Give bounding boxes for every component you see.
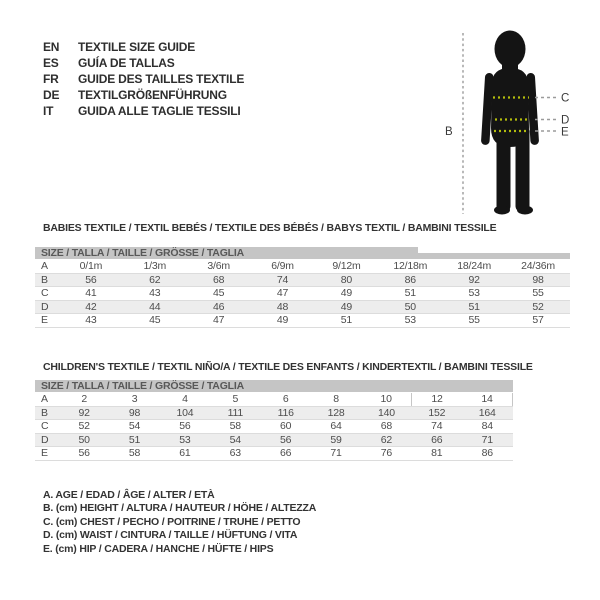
size-cell: 86 xyxy=(378,273,442,287)
size-cell: 52 xyxy=(59,420,109,434)
language-code: FR xyxy=(43,72,59,86)
size-header-band: SIZE / TALLA / TAILLE / GRÖSSE / TAGLIA xyxy=(35,380,513,393)
size-cell: 98 xyxy=(109,406,159,420)
children-size-table xyxy=(35,380,513,461)
table-header-row xyxy=(35,380,513,393)
size-cell: 92 xyxy=(59,406,109,420)
size-cell: 68 xyxy=(361,420,411,434)
size-cell: 66 xyxy=(261,447,311,461)
size-cell: 60 xyxy=(261,420,311,434)
size-cell: 63 xyxy=(210,447,260,461)
size-cell: 55 xyxy=(506,287,570,301)
size-cell: 71 xyxy=(462,433,513,447)
language-row-it xyxy=(43,103,244,119)
size-cell: 14 xyxy=(462,393,513,407)
size-cell: 12 xyxy=(412,393,462,407)
size-cell: 62 xyxy=(123,273,187,287)
size-cell: 6 xyxy=(261,393,311,407)
size-cell: 53 xyxy=(442,287,506,301)
size-cell: 2 xyxy=(59,393,109,407)
size-cell: 76 xyxy=(361,447,411,461)
language-row-fr xyxy=(43,71,244,87)
size-cell: 4 xyxy=(160,393,210,407)
size-cell: 68 xyxy=(187,273,251,287)
language-code: ES xyxy=(43,56,59,70)
size-cell: 111 xyxy=(210,406,260,420)
size-cell: 43 xyxy=(59,314,123,328)
legend-line-height: B. (cm) HEIGHT / ALTURA / HAUTEUR / HÖHE / ALTEZZA xyxy=(43,502,317,515)
size-cell: 50 xyxy=(59,433,109,447)
size-cell: 116 xyxy=(261,406,311,420)
height-label-b: B xyxy=(445,126,453,138)
legend-line-chest: C. (cm) CHEST / PECHO / POITRINE / TRUHE / PETTO xyxy=(43,515,301,528)
table-row xyxy=(35,420,513,434)
size-cell: 52 xyxy=(506,300,570,314)
size-cell: 66 xyxy=(412,433,462,447)
size-cell: 71 xyxy=(311,447,361,461)
size-cell: 6/9m xyxy=(251,260,315,274)
language-list xyxy=(43,39,244,119)
size-cell: 5 xyxy=(210,393,260,407)
size-cell: 3/6m xyxy=(187,260,251,274)
chest-label-c: C xyxy=(561,92,570,105)
language-label: TEXTILE SIZE GUIDE xyxy=(78,40,196,54)
size-cell: 41 xyxy=(59,287,123,301)
row-label: C xyxy=(35,287,59,301)
size-cell: 55 xyxy=(442,314,506,328)
size-cell: 45 xyxy=(123,314,187,328)
size-cell: 164 xyxy=(462,406,513,420)
legend-line-age: A. AGE / EDAD / ÂGE / ALTER / ETÀ xyxy=(43,489,215,501)
child-silhouette-icon xyxy=(481,31,539,215)
row-label: E xyxy=(35,447,59,461)
row-label: D xyxy=(35,300,59,314)
size-cell: 98 xyxy=(506,273,570,287)
size-cell: 1/3m xyxy=(123,260,187,274)
size-cell: 49 xyxy=(315,300,379,314)
child-measurement-figure xyxy=(440,0,600,240)
legend-line-waist: D. (cm) WAIST / CINTURA / TAILLE / HÜFTUNG / VITA xyxy=(43,529,298,542)
size-cell: 84 xyxy=(462,420,513,434)
size-cell: 0/1m xyxy=(59,260,123,274)
size-cell: 86 xyxy=(462,447,513,461)
babies-section-title: BABIES TEXTILE / TEXTIL BEBÉS / TEXTILE DES BÉBÉS / BABYS TEXTIL / BAMBINI TESSILE xyxy=(43,222,497,234)
size-cell: 54 xyxy=(210,433,260,447)
size-cell: 51 xyxy=(378,287,442,301)
size-cell: 48 xyxy=(251,300,315,314)
size-cell: 47 xyxy=(251,287,315,301)
language-label: TEXTILGRÖßENFÜHRUNG xyxy=(78,88,227,102)
size-cell: 92 xyxy=(442,273,506,287)
size-cell: 57 xyxy=(506,314,570,328)
size-cell: 50 xyxy=(378,300,442,314)
size-cell: 10 xyxy=(361,393,411,407)
size-cell: 51 xyxy=(442,300,506,314)
size-cell: 58 xyxy=(109,447,159,461)
row-label: B xyxy=(35,406,59,420)
table-row xyxy=(35,447,513,461)
row-label: E xyxy=(35,314,59,328)
size-cell: 43 xyxy=(123,287,187,301)
size-cell: 56 xyxy=(59,447,109,461)
language-row-en xyxy=(43,39,244,55)
table-row xyxy=(35,406,513,420)
size-cell: 51 xyxy=(315,314,379,328)
size-cell: 62 xyxy=(361,433,411,447)
size-cell: 53 xyxy=(378,314,442,328)
size-cell: 104 xyxy=(160,406,210,420)
size-cell: 59 xyxy=(311,433,361,447)
size-cell: 47 xyxy=(187,314,251,328)
children-section-title: CHILDREN'S TEXTILE / TEXTIL NIÑO/A / TEXTILE DES ENFANTS / KINDERTEXTIL / BAMBINI TESSILE xyxy=(43,361,533,373)
size-cell: 58 xyxy=(210,420,260,434)
size-cell: 9/12m xyxy=(315,260,379,274)
size-cell: 3 xyxy=(109,393,159,407)
children-table-wrap xyxy=(35,380,513,461)
row-label: A xyxy=(35,393,59,407)
row-label: C xyxy=(35,420,59,434)
table-row xyxy=(35,300,570,314)
size-cell: 61 xyxy=(160,447,210,461)
waist-label-d: D xyxy=(561,114,570,127)
language-row-de xyxy=(43,87,244,103)
size-cell: 24/36m xyxy=(506,260,570,274)
size-cell: 44 xyxy=(123,300,187,314)
size-cell: 42 xyxy=(59,300,123,314)
babies-table-wrap xyxy=(35,247,570,328)
size-cell: 49 xyxy=(251,314,315,328)
row-label: D xyxy=(35,433,59,447)
legend-line-hip: E. (cm) HIP / CADERA / HANCHE / HÜFTE / HIPS xyxy=(43,542,274,555)
size-cell: 56 xyxy=(59,273,123,287)
size-header-band: SIZE / TALLA / TAILLE / GRÖSSE / TAGLIA xyxy=(35,247,570,260)
hip-label-e: E xyxy=(561,126,569,139)
band-notch-artifact xyxy=(418,247,570,253)
size-cell: 54 xyxy=(109,420,159,434)
language-label: GUÍA DE TALLAS xyxy=(78,56,175,70)
table-row xyxy=(35,433,513,447)
language-code: EN xyxy=(43,40,60,54)
size-cell: 81 xyxy=(412,447,462,461)
size-cell: 140 xyxy=(361,406,411,420)
size-cell: 64 xyxy=(311,420,361,434)
size-cell: 74 xyxy=(251,273,315,287)
row-label: A xyxy=(35,260,59,274)
language-code: IT xyxy=(43,104,54,118)
table-row xyxy=(35,287,570,301)
table-row xyxy=(35,393,513,407)
size-cell: 74 xyxy=(412,420,462,434)
size-cell: 8 xyxy=(311,393,361,407)
size-cell: 46 xyxy=(187,300,251,314)
size-cell: 49 xyxy=(315,287,379,301)
table-row xyxy=(35,260,570,274)
language-code: DE xyxy=(43,88,60,102)
language-label: GUIDE DES TAILLES TEXTILE xyxy=(78,72,245,86)
size-cell: 152 xyxy=(412,406,462,420)
size-cell: 53 xyxy=(160,433,210,447)
size-cell: 56 xyxy=(160,420,210,434)
size-cell: 18/24m xyxy=(442,260,506,274)
measurement-legend xyxy=(43,489,316,556)
size-cell: 12/18m xyxy=(378,260,442,274)
babies-size-table xyxy=(35,247,570,328)
table-row xyxy=(35,314,570,328)
language-row-es xyxy=(43,55,244,71)
size-cell: 56 xyxy=(261,433,311,447)
table-row xyxy=(35,273,570,287)
size-cell: 80 xyxy=(315,273,379,287)
language-label: GUIDA ALLE TAGLIE TESSILI xyxy=(78,104,241,118)
size-cell: 51 xyxy=(109,433,159,447)
row-label: B xyxy=(35,273,59,287)
size-cell: 45 xyxy=(187,287,251,301)
size-cell: 128 xyxy=(311,406,361,420)
